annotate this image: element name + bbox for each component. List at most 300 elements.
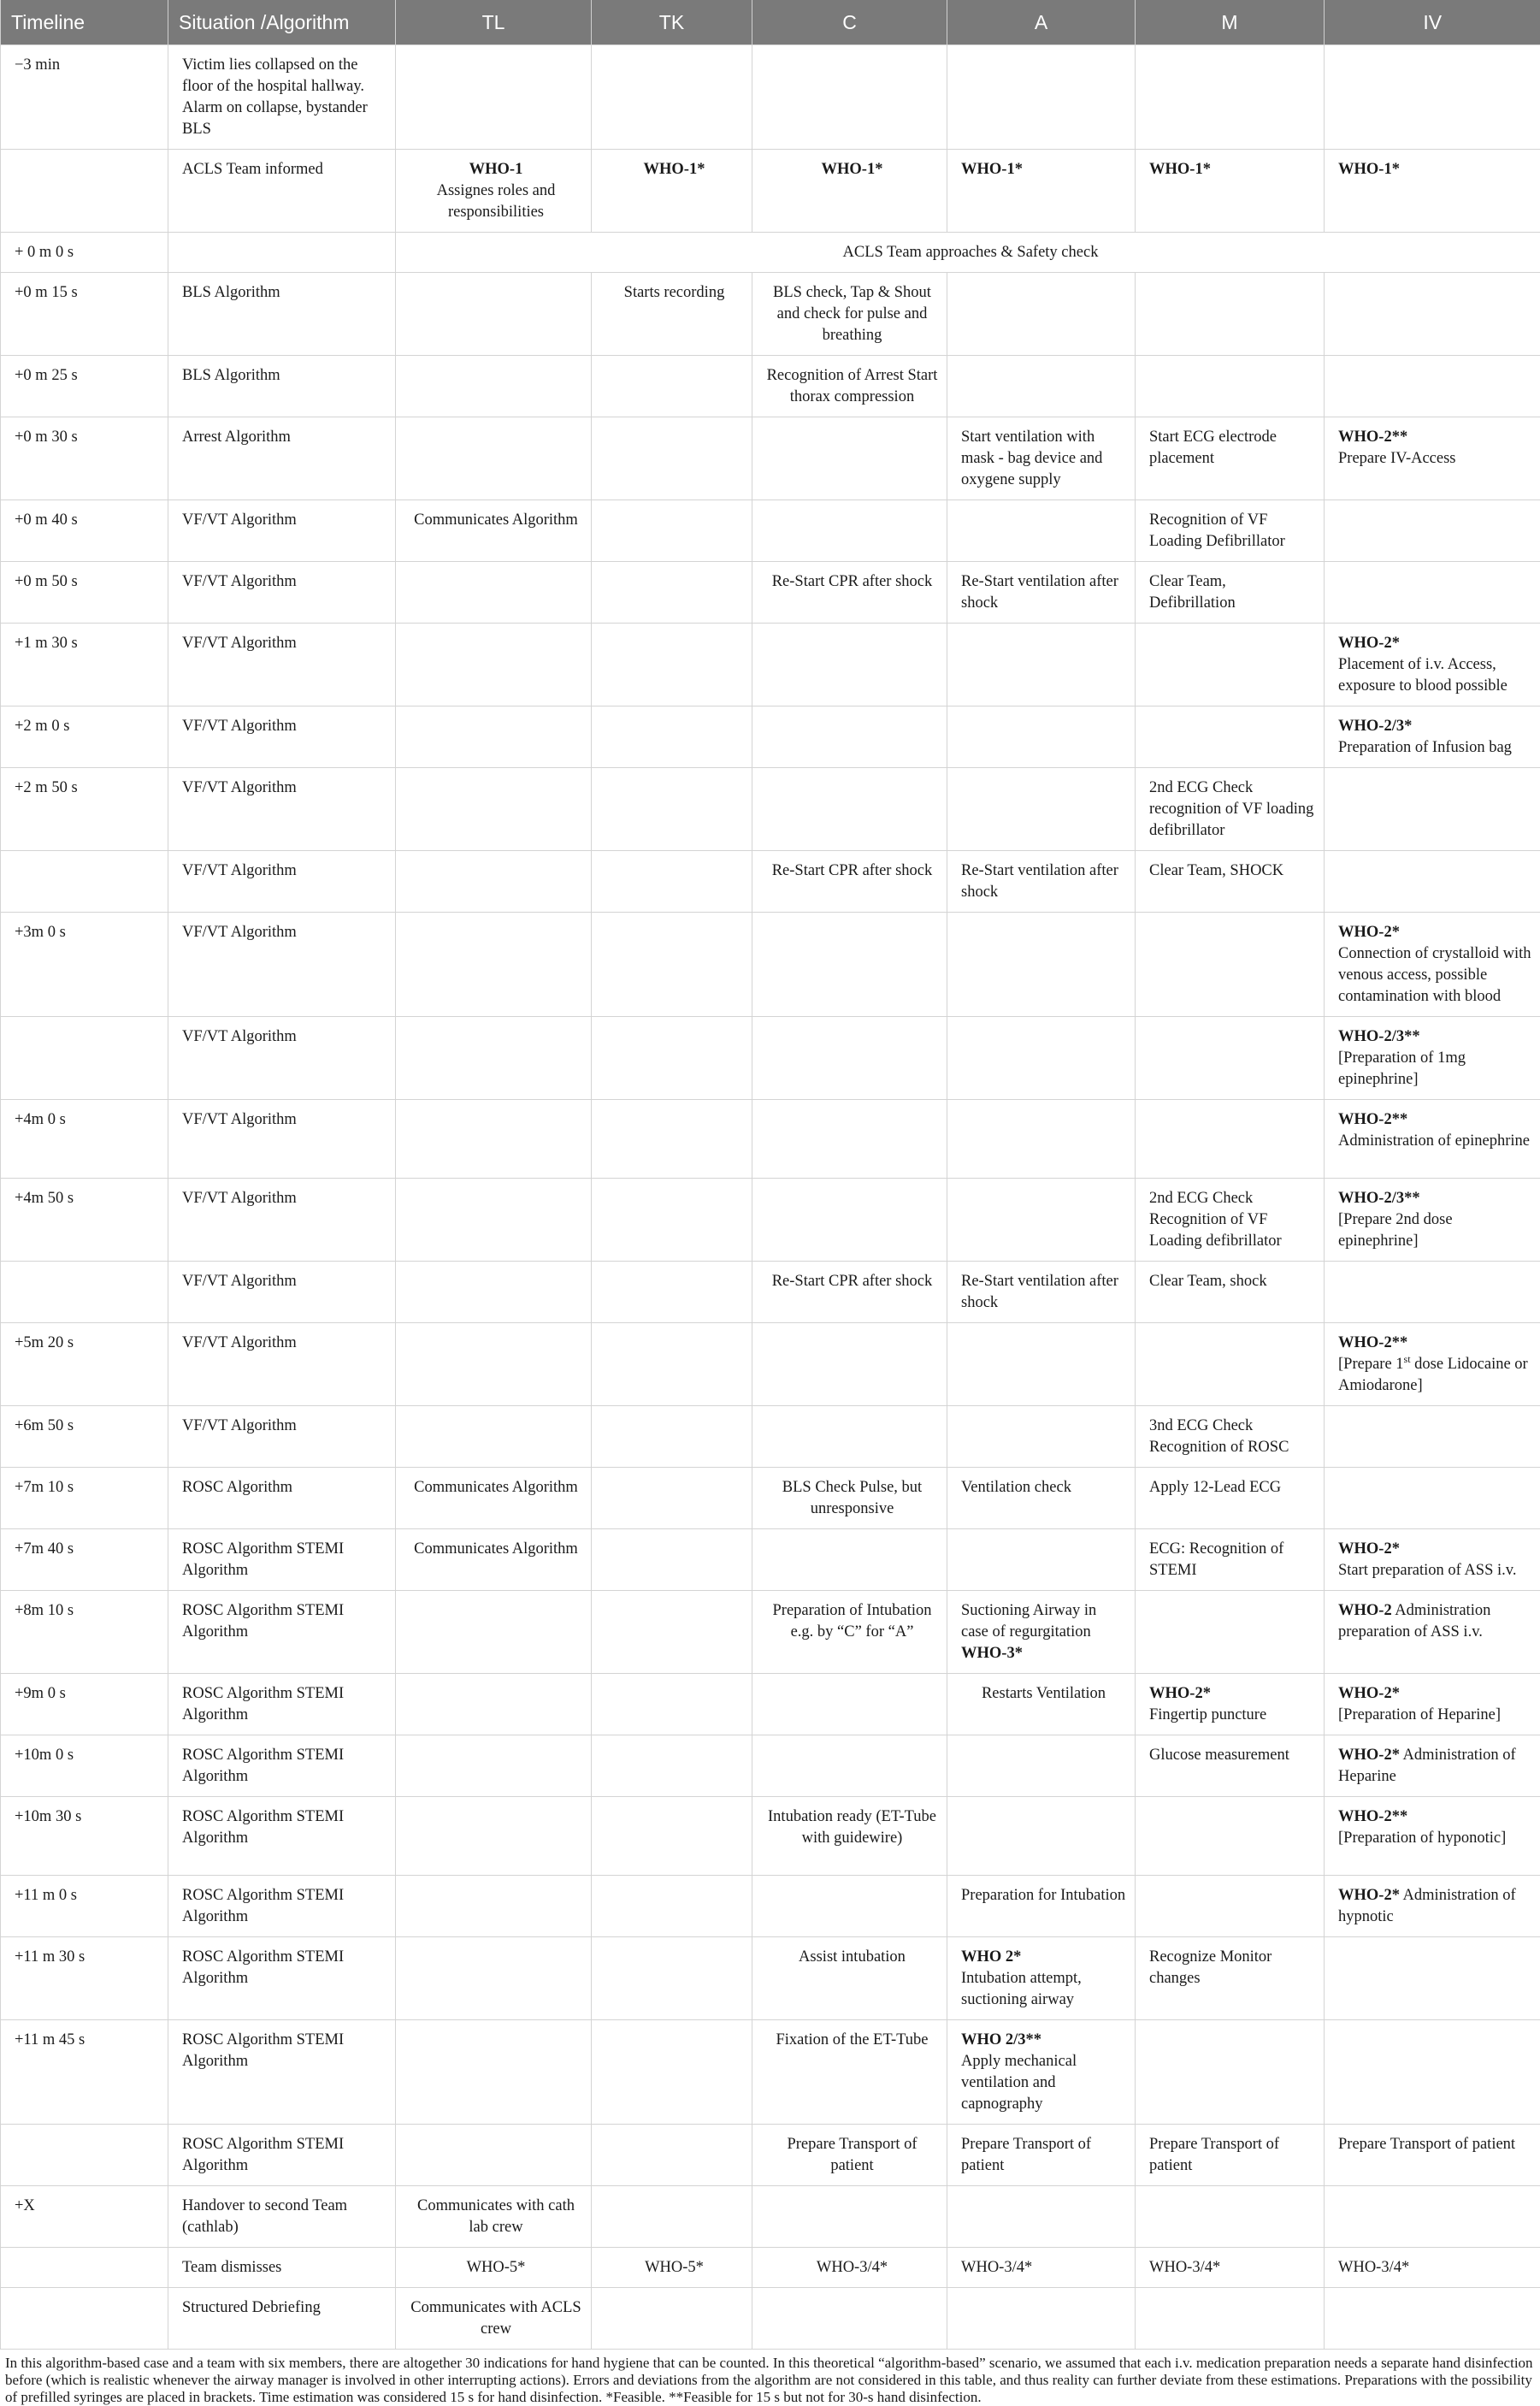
cell-text: Communicates with cath lab crew: [417, 2197, 575, 2236]
cell-tl: [396, 45, 592, 150]
cell-text: Starts recording: [624, 284, 725, 301]
cell-text: ROSC Algorithm STEMI Algorithm: [182, 1602, 344, 1640]
table-row: [1, 2020, 1540, 2125]
cell-m: [1136, 1323, 1325, 1406]
cell-tl: [396, 1876, 592, 1937]
cell-text: ROSC Algorithm STEMI Algorithm: [182, 1747, 344, 1785]
cell-text: Arrest Algorithm: [182, 429, 291, 446]
cell-timeline: [1, 1876, 168, 1937]
cell-tl: [396, 500, 592, 562]
cell-timeline: [1, 1406, 168, 1468]
table-row: [1, 233, 1540, 273]
cell-a: [947, 500, 1136, 562]
cell-tk: [592, 45, 752, 150]
cell-situation: [168, 1100, 396, 1179]
cell-situation: [168, 1017, 396, 1100]
cell-text: Assist intubation: [799, 1948, 906, 1966]
cell-timeline: [1, 1529, 168, 1591]
who-code: WHO-2/3**: [1338, 1028, 1420, 1045]
cell-tl: [396, 2125, 592, 2186]
table-row: [1, 417, 1540, 500]
cell-a: [947, 1876, 1136, 1937]
header-timeline: Timeline: [1, 0, 168, 45]
cell-a: [947, 2020, 1136, 2125]
cell-m: [1136, 1100, 1325, 1179]
cell-c: [752, 562, 947, 624]
cell-text: +X: [15, 2197, 35, 2214]
who-code: WHO-2*: [1338, 924, 1400, 941]
cell-tk: [592, 150, 752, 233]
cell-tl: [396, 417, 592, 500]
cell-a: [947, 1797, 1136, 1876]
cell-a: [947, 1100, 1136, 1179]
cell-iv: [1325, 356, 1540, 417]
cell-tk: [592, 562, 752, 624]
cell-text: Clear Team, shock: [1149, 1273, 1267, 1290]
cell-m: [1136, 1262, 1325, 1323]
cell-text: VF/VT Algorithm: [182, 1334, 297, 1351]
cell-text: WHO-3/4*: [1338, 2259, 1409, 2276]
cell-m: [1136, 1406, 1325, 1468]
cell-span: [396, 233, 1540, 273]
cell-a: [947, 2288, 1136, 2350]
table-header: [1, 0, 1540, 45]
table-row: [1, 2288, 1540, 2350]
cell-text: VF/VT Algorithm: [182, 862, 297, 879]
table-row: [1, 1529, 1540, 1591]
cell-text: Clear Team, SHOCK: [1149, 862, 1283, 879]
cell-text: Prepare Transport of patient: [787, 2136, 917, 2174]
cell-text: Re-Start CPR after shock: [772, 862, 933, 879]
cell-text: Clear Team, Defibrillation: [1149, 573, 1236, 612]
cell-tl: [396, 1529, 592, 1591]
cell-text: Handover to second Team (cathlab): [182, 2197, 347, 2236]
who-code: WHO-2*: [1338, 1685, 1400, 1702]
cell-tl: [396, 2288, 592, 2350]
cell-c: [752, 1179, 947, 1262]
cell-text: Connection of crystalloid with venous access, possible contamination with blood: [1338, 945, 1531, 1005]
cell-c: [752, 706, 947, 768]
who-code: WHO-2*: [1338, 1540, 1400, 1558]
table-row: [1, 1406, 1540, 1468]
who-code: WHO-2*: [1338, 1747, 1400, 1764]
cell-tk: [592, 2186, 752, 2248]
table-row: [1, 150, 1540, 233]
cell-iv: [1325, 45, 1540, 150]
cell-a: [947, 1017, 1136, 1100]
cell-text: Start ventilation with mask - bag device and oxygene supply: [961, 429, 1102, 488]
cell-text: +0 m 15 s: [15, 284, 78, 301]
table-row: [1, 2125, 1540, 2186]
cell-situation: [168, 851, 396, 913]
cell-c: [752, 356, 947, 417]
cell-iv: [1325, 1876, 1540, 1937]
cell-timeline: [1, 1323, 168, 1406]
cell-situation: [168, 150, 396, 233]
cell-timeline: [1, 1179, 168, 1262]
who-code: WHO-3*: [961, 1645, 1023, 1662]
cell-situation: [168, 2186, 396, 2248]
table-row: [1, 768, 1540, 851]
cell-text: Preparation of Intubation e.g. by “C” for “A”: [773, 1602, 932, 1640]
table-row: [1, 1468, 1540, 1529]
cell-a: [947, 1674, 1136, 1735]
cell-situation: [168, 2248, 396, 2288]
cell-text: Recognition of Arrest Start thorax compression: [767, 367, 938, 405]
cell-situation: [168, 1591, 396, 1674]
cell-text: Ventilation check: [961, 1479, 1071, 1496]
cell-text: WHO-5*: [645, 2259, 704, 2276]
cell-timeline: [1, 1100, 168, 1179]
cell-m: [1136, 150, 1325, 233]
cell-situation: [168, 1323, 396, 1406]
cell-tk: [592, 1797, 752, 1876]
cell-timeline: [1, 2020, 168, 2125]
table-row: [1, 624, 1540, 706]
cell-timeline: [1, 1735, 168, 1797]
cell-tl: [396, 1937, 592, 2020]
cell-m: [1136, 2248, 1325, 2288]
who-code: WHO-2*: [1338, 635, 1400, 652]
cell-a: [947, 1529, 1136, 1591]
cell-tk: [592, 1876, 752, 1937]
cell-tl: [396, 150, 592, 233]
cell-tk: [592, 417, 752, 500]
cell-m: [1136, 913, 1325, 1017]
cell-m: [1136, 2288, 1325, 2350]
cell-tl: [396, 2020, 592, 2125]
cell-iv: [1325, 500, 1540, 562]
cell-text: VF/VT Algorithm: [182, 1190, 297, 1207]
cell-timeline: [1, 417, 168, 500]
cell-timeline: [1, 233, 168, 273]
who-code: WHO-1*: [1338, 161, 1400, 178]
cell-text: 3nd ECG Check Recognition of ROSC: [1149, 1417, 1289, 1456]
cell-tk: [592, 851, 752, 913]
cell-text: Communicates Algorithm: [414, 511, 578, 529]
cell-c: [752, 1876, 947, 1937]
cell-m: [1136, 1179, 1325, 1262]
cell-iv: [1325, 2186, 1540, 2248]
table-row: [1, 1674, 1540, 1735]
cell-tk: [592, 1735, 752, 1797]
cell-c: [752, 1262, 947, 1323]
cell-text: +0 m 25 s: [15, 367, 78, 384]
cell-situation: [168, 273, 396, 356]
cell-text: Prepare Transport of patient: [1338, 2136, 1515, 2153]
cell-a: [947, 417, 1136, 500]
cell-text: Administration preparation of ASS i.v.: [1338, 1602, 1490, 1640]
cell-timeline: [1, 2248, 168, 2288]
cell-a: [947, 562, 1136, 624]
cell-tk: [592, 913, 752, 1017]
cell-tk: [592, 2288, 752, 2350]
cell-iv: [1325, 1468, 1540, 1529]
cell-text: [Prepare 2nd dose epinephrine]: [1338, 1211, 1453, 1250]
cell-m: [1136, 45, 1325, 150]
cell-m: [1136, 1468, 1325, 1529]
cell-a: [947, 150, 1136, 233]
cell-text: Apply 12-Lead ECG: [1149, 1479, 1281, 1496]
cell-text: +10m 0 s: [15, 1747, 74, 1764]
cell-text: +0 m 30 s: [15, 429, 78, 446]
table-row: [1, 45, 1540, 150]
cell-iv: [1325, 1100, 1540, 1179]
cell-timeline: [1, 2186, 168, 2248]
cell-c: [752, 500, 947, 562]
cell-timeline: [1, 1017, 168, 1100]
cell-c: [752, 2125, 947, 2186]
cell-text: +2 m 0 s: [15, 718, 69, 735]
cell-text: +7m 10 s: [15, 1479, 74, 1496]
cell-situation: [168, 1937, 396, 2020]
who-code: WHO-2*: [1338, 1887, 1400, 1904]
who-code: WHO 2/3**: [961, 2031, 1041, 2048]
who-code: WHO-2*: [1149, 1685, 1211, 1702]
cell-tk: [592, 1017, 752, 1100]
cell-tl: [396, 851, 592, 913]
cell-text: +5m 20 s: [15, 1334, 74, 1351]
cell-tk: [592, 2248, 752, 2288]
cell-timeline: [1, 851, 168, 913]
cell-timeline: [1, 1937, 168, 2020]
cell-a: [947, 1323, 1136, 1406]
cell-tk: [592, 1591, 752, 1674]
cell-situation: [168, 1529, 396, 1591]
cell-text: Prepare Transport of patient: [961, 2136, 1091, 2174]
cell-c: [752, 2288, 947, 2350]
cell-text: Suctioning Airway in case of regurgitation: [961, 1602, 1096, 1640]
cell-text: ROSC Algorithm: [182, 1479, 292, 1496]
cell-text: VF/VT Algorithm: [182, 635, 297, 652]
cell-timeline: [1, 1591, 168, 1674]
cell-tl: [396, 1179, 592, 1262]
cell-tl: [396, 2248, 592, 2288]
cell-text: +0 m 50 s: [15, 573, 78, 590]
cell-situation: [168, 1735, 396, 1797]
cell-text: Re-Start CPR after shock: [772, 1273, 933, 1290]
cell-tl: [396, 706, 592, 768]
cell-situation: [168, 1262, 396, 1323]
cell-text: WHO-3/4*: [961, 2259, 1032, 2276]
cell-m: [1136, 1674, 1325, 1735]
cell-iv: [1325, 417, 1540, 500]
cell-m: [1136, 273, 1325, 356]
cell-m: [1136, 1937, 1325, 2020]
cell-situation: [168, 1468, 396, 1529]
cell-text: Glucose measurement: [1149, 1747, 1289, 1764]
cell-timeline: [1, 2125, 168, 2186]
cell-a: [947, 1735, 1136, 1797]
table-row: [1, 2186, 1540, 2248]
cell-tl: [396, 1323, 592, 1406]
who-code: WHO-2**: [1338, 429, 1407, 446]
cell-m: [1136, 500, 1325, 562]
cell-c: [752, 2020, 947, 2125]
who-code: WHO-2/3**: [1338, 1190, 1420, 1207]
who-code: WHO-2**: [1338, 1334, 1407, 1351]
cell-m: [1136, 1797, 1325, 1876]
cell-text: +7m 40 s: [15, 1540, 74, 1558]
cell-timeline: [1, 1674, 168, 1735]
cell-tl: [396, 1100, 592, 1179]
table-row: [1, 2248, 1540, 2288]
cell-text: ROSC Algorithm STEMI Algorithm: [182, 1685, 344, 1723]
cell-tk: [592, 2020, 752, 2125]
cell-iv: [1325, 1735, 1540, 1797]
cell-text: +2 m 50 s: [15, 779, 78, 796]
cell-text: +8m 10 s: [15, 1602, 74, 1619]
cell-tl: [396, 356, 592, 417]
table-row: [1, 1937, 1540, 2020]
cell-text: Re-Start CPR after shock: [772, 573, 933, 590]
cell-text: +6m 50 s: [15, 1417, 74, 1434]
cell-a: [947, 273, 1136, 356]
cell-text: Communicates Algorithm: [414, 1479, 578, 1496]
cell-a: [947, 1468, 1136, 1529]
cell-iv: [1325, 2248, 1540, 2288]
cell-tl: [396, 768, 592, 851]
cell-a: [947, 356, 1136, 417]
cell-text: BLS Check Pulse, but unresponsive: [782, 1479, 922, 1517]
cell-timeline: [1, 273, 168, 356]
cell-m: [1136, 2186, 1325, 2248]
cell-tl: [396, 1017, 592, 1100]
cell-a: [947, 624, 1136, 706]
header-m: M: [1136, 0, 1325, 45]
cell-situation: [168, 768, 396, 851]
cell-text: VF/VT Algorithm: [182, 718, 297, 735]
cell-iv: [1325, 562, 1540, 624]
cell-m: [1136, 2125, 1325, 2186]
cell-tk: [592, 1529, 752, 1591]
cell-text: Intubation ready (ET-Tube with guidewire): [768, 1808, 936, 1847]
cell-a: [947, 851, 1136, 913]
cell-text: VF/VT Algorithm: [182, 1028, 297, 1045]
cell-timeline: [1, 356, 168, 417]
cell-tk: [592, 500, 752, 562]
cell-m: [1136, 1735, 1325, 1797]
cell-situation: [168, 1797, 396, 1876]
cell-timeline: [1, 706, 168, 768]
cell-text: BLS Algorithm: [182, 284, 280, 301]
table-row: [1, 706, 1540, 768]
cell-tk: [592, 1937, 752, 2020]
cell-tl: [396, 1468, 592, 1529]
cell-tl: [396, 562, 592, 624]
table-row: [1, 1876, 1540, 1937]
cell-text: Apply mechanical ventilation and capnography: [961, 2053, 1077, 2113]
table-row: [1, 851, 1540, 913]
header-a: A: [947, 0, 1136, 45]
cell-c: [752, 417, 947, 500]
table-row: [1, 1797, 1540, 1876]
cell-timeline: [1, 150, 168, 233]
cell-situation: [168, 706, 396, 768]
header-situation: Situation /Algorithm: [168, 0, 396, 45]
cell-text: VF/VT Algorithm: [182, 573, 297, 590]
cell-text: ROSC Algorithm STEMI Algorithm: [182, 1808, 344, 1847]
cell-m: [1136, 356, 1325, 417]
cell-tk: [592, 1406, 752, 1468]
cell-tk: [592, 1262, 752, 1323]
cell-text: +3m 0 s: [15, 924, 66, 941]
cell-text: Intubation attempt, suctioning airway: [961, 1970, 1082, 2008]
cell-text: ACLS Team informed: [182, 161, 323, 178]
who-code: WHO 2*: [961, 1948, 1021, 1966]
cell-text: Prepare IV-Access: [1338, 450, 1456, 467]
table-footnote: In this algorithm-based case and a team with six members, there are altogether 30 indications for hand hygiene that can be counted. In this theoretical “algorithm-based” scenario, we assumed that each i.v. medication preparation needs a separate hand disinfection before (which is realistic whenever the airway manager is involved in other interrupting actions). Errors and deviations from the algorithm are not considered in this table, and thus reality can further deviate from these estimations. Preparations with the possibility of prefilled syringes are placed in brackets. Time estimation was considered 15 s for hand disinfection. *Feasible. **Feasible for 15 s but not for 30-s hand disinfection.: [0, 2350, 1540, 2406]
cell-text: Preparation for Intubation: [961, 1887, 1125, 1904]
cell-iv: [1325, 1406, 1540, 1468]
cell-c: [752, 1797, 947, 1876]
who-code: WHO-1*: [822, 161, 883, 178]
cell-situation: [168, 913, 396, 1017]
cell-timeline: [1, 1468, 168, 1529]
cell-tk: [592, 706, 752, 768]
cell-m: [1136, 768, 1325, 851]
cell-timeline: [1, 562, 168, 624]
cell-a: [947, 768, 1136, 851]
cell-timeline: [1, 768, 168, 851]
table-row: [1, 1591, 1540, 1674]
cell-c: [752, 1674, 947, 1735]
cell-text: ROSC Algorithm STEMI Algorithm: [182, 2031, 344, 2070]
cell-text: Administration of Heparine: [1338, 1747, 1516, 1785]
cell-text: Fingertip puncture: [1149, 1706, 1266, 1723]
cell-iv: [1325, 706, 1540, 768]
cell-a: [947, 45, 1136, 150]
cell-tk: [592, 1323, 752, 1406]
cell-situation: [168, 1674, 396, 1735]
cell-text: Structured Debriefing: [182, 2299, 321, 2316]
cell-c: [752, 913, 947, 1017]
cell-text: Re-Start ventilation after shock: [961, 862, 1118, 901]
cell-m: [1136, 1529, 1325, 1591]
who-code: WHO-2: [1338, 1602, 1392, 1619]
cell-text: Recognize Monitor changes: [1149, 1948, 1272, 1987]
cell-text: WHO-5*: [467, 2259, 526, 2276]
header-c: C: [752, 0, 947, 45]
cell-text: Victim lies collapsed on the floor of the hospital hallway. Alarm on collapse, bystander BLS: [182, 56, 368, 138]
table-row: [1, 1262, 1540, 1323]
cell-timeline: [1, 913, 168, 1017]
cell-iv: [1325, 1591, 1540, 1674]
cell-situation: [168, 45, 396, 150]
cell-text: [Preparation of Heparine]: [1338, 1706, 1501, 1723]
table-body: [1, 45, 1540, 2350]
cell-m: [1136, 851, 1325, 913]
cell-tk: [592, 1100, 752, 1179]
cell-text: Administration of hypnotic: [1338, 1887, 1516, 1925]
cell-text: ROSC Algorithm STEMI Algorithm: [182, 1887, 344, 1925]
cell-text: VF/VT Algorithm: [182, 779, 297, 796]
cell-c: [752, 150, 947, 233]
cell-iv: [1325, 273, 1540, 356]
cell-text: Recognition of VF Loading Defibrillator: [1149, 511, 1285, 550]
cell-c: [752, 1100, 947, 1179]
table-row: [1, 1017, 1540, 1100]
who-code: WHO-2/3*: [1338, 718, 1412, 735]
cell-text: VF/VT Algorithm: [182, 1273, 297, 1290]
cell-c: [752, 2248, 947, 2288]
table-row: [1, 913, 1540, 1017]
cell-iv: [1325, 1262, 1540, 1323]
table-row: [1, 1323, 1540, 1406]
cell-text: WHO-3/4*: [1149, 2259, 1220, 2276]
header-tl: TL: [396, 0, 592, 45]
cell-text: Fixation of the ET-Tube: [776, 2031, 929, 2048]
